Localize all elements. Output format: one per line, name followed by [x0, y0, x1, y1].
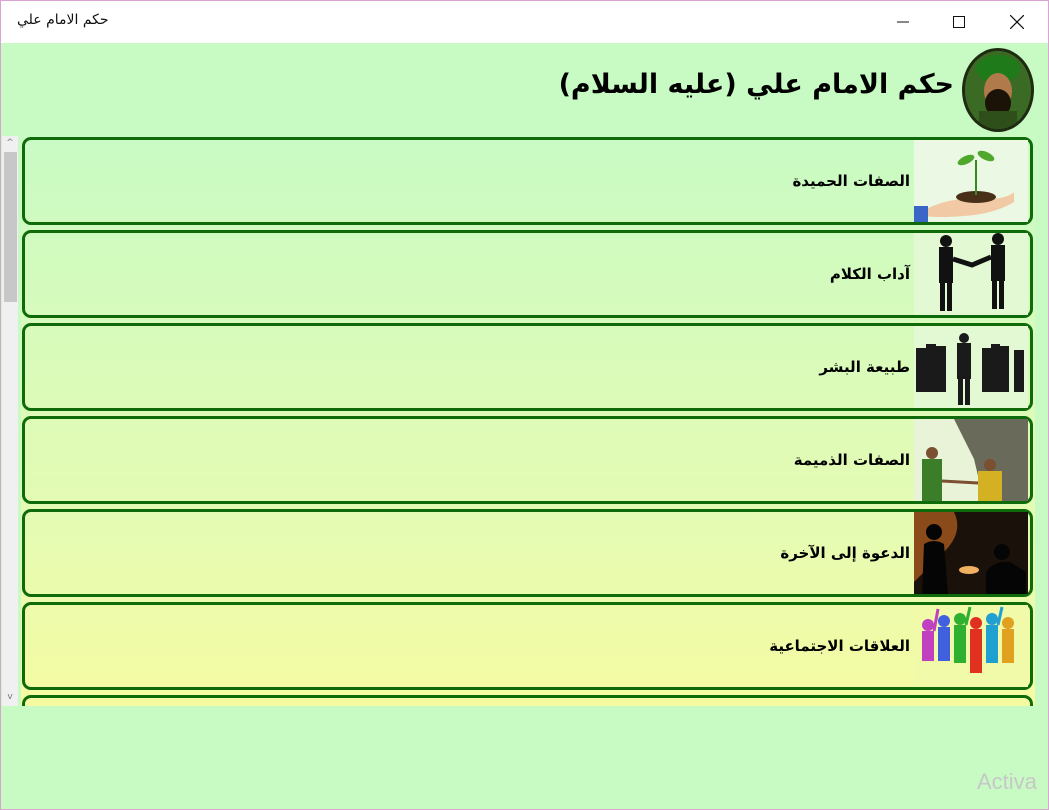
scroll-down-icon[interactable]: v [7, 692, 13, 702]
list-item-human-nature[interactable] [22, 323, 1033, 411]
crowd-silhouettes-icon [914, 326, 1028, 408]
list-item-blameworthy-traits[interactable] [22, 416, 1033, 504]
window-title: حكم الامام علي [17, 12, 109, 28]
list-item-label: آداب الكلام [829, 265, 910, 283]
colorful-people-icon [914, 605, 1028, 687]
page-title: حكم الامام علي (عليه السلام) [558, 69, 954, 100]
list-item-call-to-hereafter[interactable] [22, 509, 1033, 597]
list-item-label: العلاقات الاجتماعية [769, 637, 910, 655]
list-item-speech-etiquette[interactable] [22, 230, 1033, 318]
praying-silhouette-icon [914, 512, 1028, 594]
close-icon [1010, 15, 1024, 29]
minimize-icon [897, 16, 909, 28]
list-item-label: طبيعة البشر [819, 358, 910, 376]
vertical-scrollbar[interactable] [2, 136, 18, 706]
topics-list [21, 136, 1035, 706]
list-item-label: الدعوة إلى الآخرة [780, 544, 910, 562]
shadow-people-icon [914, 419, 1028, 501]
scroll-up-icon[interactable]: ^ [6, 138, 14, 148]
sprout-in-hand-icon [914, 140, 1028, 222]
list-item-partial[interactable] [22, 695, 1033, 706]
list-item-praiseworthy-traits[interactable] [22, 137, 1033, 225]
title-bar [1, 1, 1048, 43]
scrollbar-thumb[interactable] [4, 152, 17, 302]
close-button[interactable] [988, 1, 1046, 43]
handshake-icon [914, 233, 1028, 315]
minimize-button[interactable] [874, 1, 932, 43]
list-item-label: الصفات الذميمة [793, 451, 910, 469]
list-item-label: الصفات الحميدة [792, 172, 910, 190]
activation-watermark: Activa [977, 769, 1037, 794]
imam-portrait-icon [962, 48, 1034, 132]
maximize-icon [953, 16, 965, 28]
maximize-button[interactable] [930, 1, 988, 43]
list-item-social-relations[interactable] [22, 602, 1033, 690]
